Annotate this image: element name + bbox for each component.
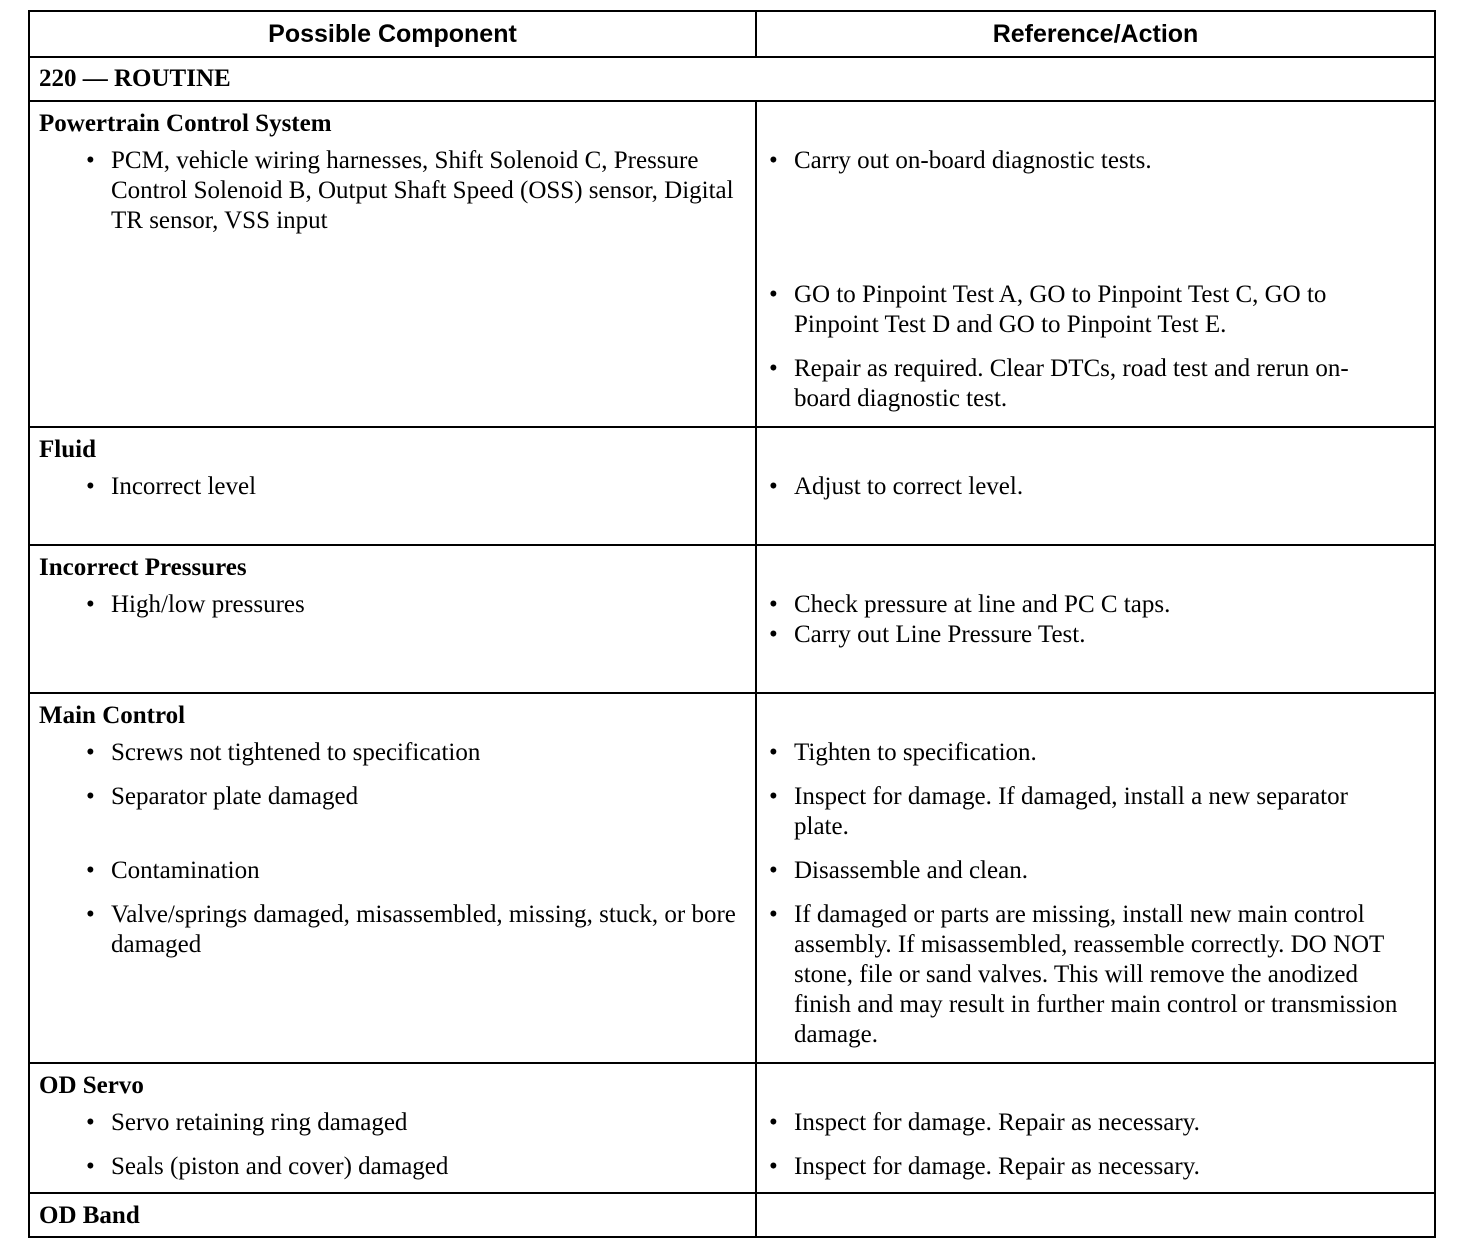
action-item [757, 146, 1434, 176]
component-cell [29, 101, 756, 427]
action-item [757, 856, 1434, 886]
bullet-icon: • [769, 1109, 778, 1136]
bullet-icon: • [86, 739, 95, 766]
bullet-icon: • [86, 783, 95, 810]
section-title: OD Servo [39, 1072, 144, 1099]
component-item [30, 900, 755, 960]
action-item [757, 590, 1434, 620]
action-item [757, 620, 1434, 650]
action-text: Carry out on-board diagnostic tests. [794, 147, 1152, 174]
bullet-icon: • [769, 1153, 778, 1180]
component-item [30, 472, 755, 502]
section-row [29, 693, 1435, 1063]
component-cell [29, 1063, 756, 1193]
component-text: Servo retaining ring damaged [111, 1109, 408, 1136]
action-text: Inspect for damage. If damaged, install a new separator plate. [794, 783, 1348, 840]
section-title: Powertrain Control System [39, 110, 332, 137]
section-row [29, 1193, 1435, 1237]
action-item [757, 782, 1434, 842]
action-cell [756, 545, 1435, 693]
bullet-icon: • [769, 857, 778, 884]
symptom-chart-table [28, 10, 1436, 1238]
action-cell [756, 693, 1435, 1063]
action-text: Inspect for damage. Repair as necessary. [794, 1109, 1200, 1136]
action-text: Inspect for damage. Repair as necessary. [794, 1153, 1200, 1180]
section-row [29, 545, 1435, 693]
routine-row [29, 57, 1435, 101]
header-possible-component: Possible Component [29, 11, 756, 57]
component-cell [29, 1193, 756, 1237]
component-text: Separator plate damaged [111, 783, 359, 810]
component-text: High/low pressures [111, 591, 305, 618]
bullet-icon: • [769, 783, 778, 810]
component-item [30, 146, 755, 236]
component-text: Contamination [111, 857, 260, 884]
action-text: GO to Pinpoint Test A, GO to Pinpoint Test C, GO to Pinpoint Test D and GO to Pinpoint Test E. [794, 281, 1327, 338]
component-item [30, 590, 755, 620]
bullet-icon: • [86, 591, 95, 618]
section-title: Fluid [39, 436, 96, 463]
bullet-icon: • [86, 857, 95, 884]
action-cell [756, 101, 1435, 427]
bullet-icon: • [769, 739, 778, 766]
diagnostic-table-page [28, 10, 1434, 1238]
component-item [30, 1108, 755, 1138]
action-text: Check pressure at line and PC C taps. [794, 591, 1171, 618]
section-title: Incorrect Pressures [39, 554, 247, 581]
section-row [29, 1063, 1435, 1193]
action-item [757, 900, 1434, 1050]
component-item [30, 1152, 755, 1182]
bullet-icon: • [86, 147, 95, 174]
component-item [30, 782, 755, 812]
action-item [757, 280, 1434, 340]
routine-title: 220 — ROUTINE [29, 57, 1435, 101]
section-title: Main Control [39, 702, 186, 729]
component-item [30, 856, 755, 886]
action-text: Disassemble and clean. [794, 857, 1028, 884]
component-text: Seals (piston and cover) damaged [111, 1153, 449, 1180]
component-cell [29, 545, 756, 693]
component-text: PCM, vehicle wiring harnesses, Shift Solenoid C, Pressure Control Solenoid B, Output Shaft Speed (OSS) sensor, Digital TR sensor, VSS input [111, 147, 734, 234]
action-cell [756, 1193, 1435, 1237]
action-text: Carry out Line Pressure Test. [794, 621, 1086, 648]
action-cell [756, 1063, 1435, 1193]
bullet-icon: • [769, 591, 778, 618]
component-cell [29, 693, 756, 1063]
section-row [29, 427, 1435, 545]
action-text: Repair as required. Clear DTCs, road test and rerun on-board diagnostic test. [794, 355, 1349, 412]
action-text: Tighten to specification. [794, 739, 1037, 766]
section-title: OD Band [39, 1202, 140, 1229]
component-text: Screws not tightened to specification [111, 739, 481, 766]
bullet-icon: • [86, 473, 95, 500]
component-text: Valve/springs damaged, misassembled, missing, stuck, or bore damaged [111, 901, 736, 958]
bullet-icon: • [769, 147, 778, 174]
action-item [757, 738, 1434, 768]
component-item [30, 738, 755, 768]
bullet-icon: • [769, 281, 778, 308]
component-text: Incorrect level [111, 473, 257, 500]
bullet-icon: • [769, 621, 778, 648]
action-text: If damaged or parts are missing, install new main control assembly. If misassembled, reassemble correctly. DO NOT stone, file or sand valves. This will remove the anodized finish and may result in further main control or transmission damage. [794, 901, 1398, 1048]
component-cell [29, 427, 756, 545]
bullet-icon: • [769, 901, 778, 928]
bullet-icon: • [86, 1109, 95, 1136]
header-reference-action: Reference/Action [756, 11, 1435, 57]
action-cell [756, 427, 1435, 545]
section-row [29, 101, 1435, 427]
bullet-icon: • [769, 473, 778, 500]
action-item [757, 354, 1434, 414]
action-text: Adjust to correct level. [794, 473, 1024, 500]
bullet-icon: • [86, 901, 95, 928]
header-row [29, 11, 1435, 57]
bullet-icon: • [769, 355, 778, 382]
bullet-icon: • [86, 1153, 95, 1180]
action-item [757, 472, 1434, 502]
action-item [757, 1152, 1434, 1182]
action-item [757, 1108, 1434, 1138]
